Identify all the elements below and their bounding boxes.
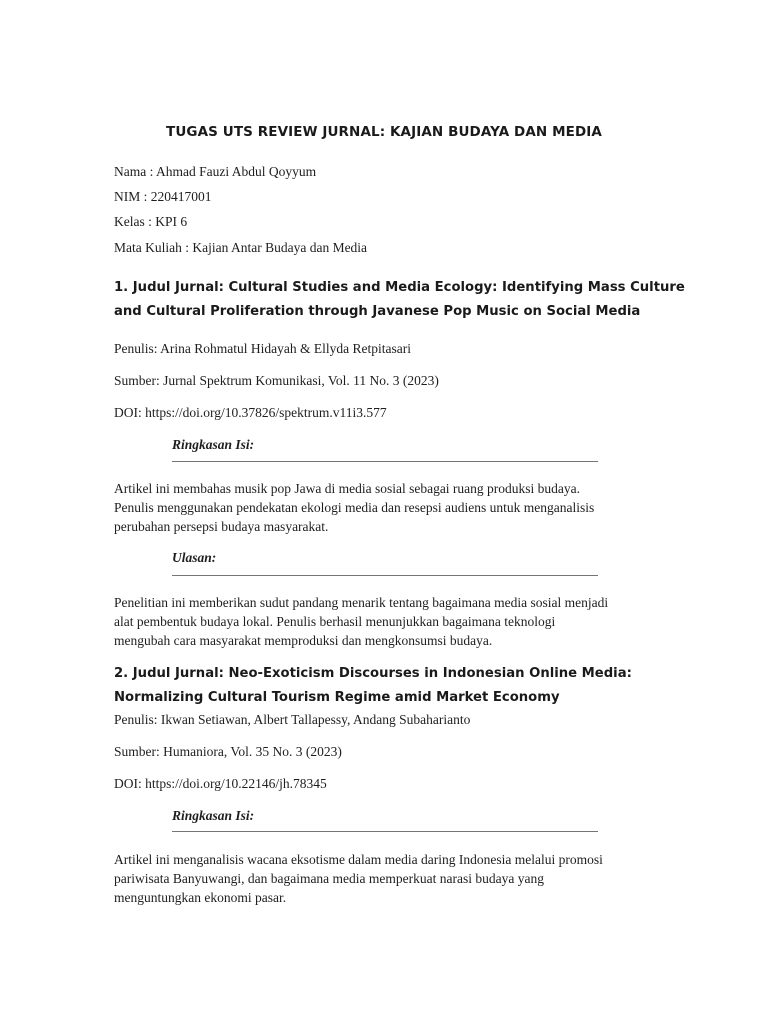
paragraph-line: Artikel ini membahas musik pop Jawa di media sosial sebagai ruang produksi budaya. — [114, 481, 581, 496]
journal-2-heading-line1: 2. Judul Jurnal: Neo-Exoticism Discourses in Indonesian Online Media: — [114, 666, 632, 681]
journal-2-doi: DOI: https://doi.org/10.22146/jh.78345 — [114, 776, 327, 791]
journal-1-heading-line1: 1. Judul Jurnal: Cultural Studies and Media Ecology: Identifying Mass Culture — [114, 280, 685, 295]
journal-1-doi: DOI: https://doi.org/10.37826/spektrum.v11i3.577 — [114, 405, 387, 420]
paragraph-line: pariwisata Banyuwangi, dan bagaimana media memperkuat narasi budaya yang — [114, 871, 544, 886]
info-kelas: Kelas : KPI 6 — [114, 214, 188, 229]
info-mata-kuliah: Mata Kuliah : Kajian Antar Budaya dan Media — [114, 240, 368, 255]
journal-2-ringkasan-label: Ringkasan Isi: — [172, 808, 255, 823]
paragraph-line: Artikel ini menganalisis wacana eksotisme dalam media daring Indonesia melalui promosi — [114, 852, 603, 867]
journal-1-ulasan-label: Ulasan: — [172, 550, 217, 565]
paragraph-line: Penelitian ini memberikan sudut pandang menarik tentang bagaimana media sosial menjadi — [114, 595, 609, 610]
paragraph-line: mengubah cara masyarakat memproduksi dan mengkonsumsi budaya. — [114, 633, 493, 648]
journal-2-penulis: Penulis: Ikwan Setiawan, Albert Tallapessy, Andang Subaharianto — [114, 712, 471, 727]
journal-1-ulasan-text — [114, 593, 674, 650]
journal-1-heading-line2: and Cultural Proliferation through Javanese Pop Music on Social Media — [114, 304, 641, 319]
journal-2-heading — [114, 662, 632, 710]
journal-2-heading-line2: Normalizing Cultural Tourism Regime amid Market Economy — [114, 690, 560, 705]
paragraph-line: perubahan persepsi budaya masyarakat. — [114, 519, 329, 534]
journal-1-heading — [114, 276, 685, 324]
document-title: TUGAS UTS REVIEW JURNAL: KAJIAN BUDAYA DAN MEDIA — [166, 124, 602, 140]
journal-2-sumber: Sumber: Humaniora, Vol. 35 No. 3 (2023) — [114, 744, 342, 759]
paragraph-line: Penulis menggunakan pendekatan ekologi media dan resepsi audiens untuk menganalisis — [114, 500, 595, 515]
paragraph-line: alat pembentuk budaya lokal. Penulis berhasil menunjukkan bagaimana teknologi — [114, 614, 556, 629]
journal-1-ringkasan-label: Ringkasan Isi: — [172, 437, 255, 452]
info-nim: NIM : 220417001 — [114, 189, 212, 204]
journal-2-ringkasan-text — [114, 850, 674, 907]
journal-1-ringkasan-text — [114, 479, 674, 536]
journal-1-sumber: Sumber: Jurnal Spektrum Komunikasi, Vol. 11 No. 3 (2023) — [114, 373, 439, 388]
paragraph-line: menguntungkan ekonomi pasar. — [114, 890, 287, 905]
journal-1-penulis: Penulis: Arina Rohmatul Hidayah & Ellyda Retpitasari — [114, 341, 411, 356]
info-nama: Nama : Ahmad Fauzi Abdul Qoyyum — [114, 164, 317, 179]
section-divider — [172, 831, 598, 832]
section-divider — [172, 461, 598, 462]
section-divider — [172, 575, 598, 576]
